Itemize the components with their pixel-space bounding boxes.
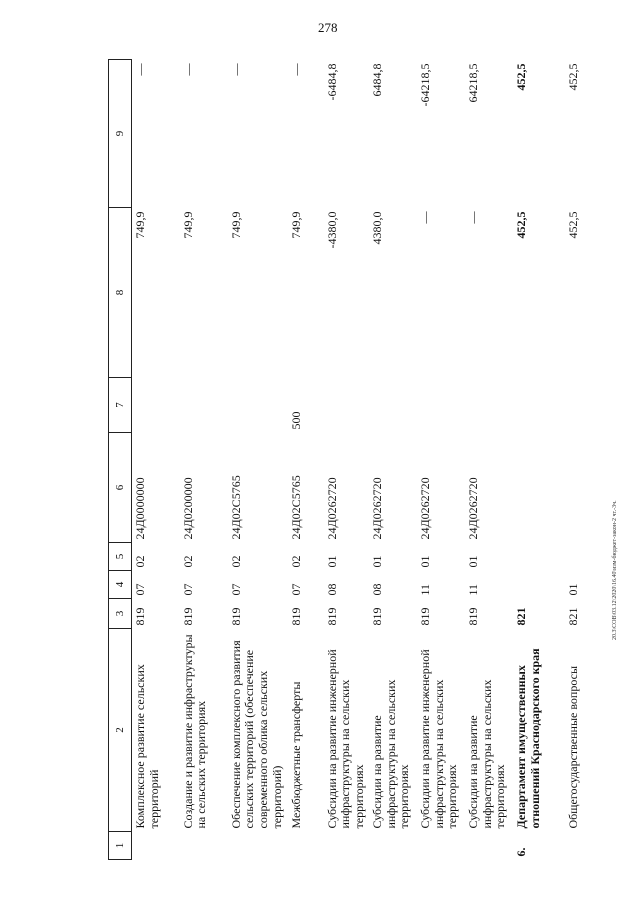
table-row [565, 60, 605, 860]
code-target: 24Д0262720 [369, 477, 384, 540]
code-expense-type [228, 378, 288, 433]
col-header-5: 5 [109, 543, 132, 571]
rotated-table-container [108, 60, 608, 860]
col-header-9: 9 [109, 60, 132, 208]
table-row [417, 60, 465, 860]
code-admin: 819 [369, 607, 384, 626]
row-name: Комплексное развитие сельских территорий [133, 664, 161, 829]
amount-plan: -64218,5 [417, 63, 432, 107]
code-subsection: 01 [417, 555, 432, 568]
code-section: 11 [417, 583, 432, 596]
code-target: 24Д02С5765 [288, 475, 303, 540]
side-note: 20.3\СОВ\03.12\2020\16.40\изм-бюджет-закон-2 чт.-3ч. [612, 500, 618, 640]
amount-change: 749,9 [288, 211, 303, 239]
table-row [369, 60, 417, 860]
amount-change: -4380,0 [324, 211, 339, 249]
row-number [180, 832, 228, 860]
code-subsection: 02 [288, 555, 303, 568]
code-expense-type [369, 378, 417, 433]
amount-plan: — [228, 63, 243, 76]
row-number [465, 832, 513, 860]
row-name: Межбюджетные трансферты [288, 681, 303, 829]
amount-change: 749,9 [133, 211, 147, 239]
row-number [288, 832, 324, 860]
row-name: Создание и развитие инфраструктуры на сельских территориях [180, 634, 209, 829]
code-target: 24Д0262720 [417, 477, 432, 540]
code-admin: 819 [417, 607, 432, 626]
code-admin: 819 [228, 607, 243, 626]
code-expense-type [417, 378, 465, 433]
code-section: 07 [133, 583, 147, 596]
code-subsection: 02 [133, 555, 147, 568]
code-target [513, 433, 565, 543]
table-body [132, 60, 605, 860]
code-subsection: 01 [465, 555, 480, 568]
table-row [324, 60, 369, 860]
amount-change: — [465, 211, 480, 224]
amount-plan: — [288, 63, 303, 76]
code-subsection: 02 [180, 555, 195, 568]
code-target [565, 433, 605, 543]
code-section: 11 [465, 583, 480, 596]
code-expense-type [324, 378, 369, 433]
amount-plan: 452,5 [565, 63, 580, 91]
table-row [288, 60, 324, 860]
row-name: Субсидии на развитие инфраструктуры на сельских территориях [465, 679, 508, 829]
row-name: Субсидии на развитие инженерной инфраструктуры на сельских территориях [417, 649, 460, 829]
col-header-2: 2 [109, 629, 132, 832]
row-number [228, 832, 288, 860]
code-section [513, 571, 565, 599]
col-header-8: 8 [109, 208, 132, 378]
col-header-1: 1 [109, 832, 132, 860]
code-target: 24Д0200000 [180, 477, 195, 540]
code-admin: 819 [324, 607, 339, 626]
row-number [369, 832, 417, 860]
code-subsection [565, 543, 605, 571]
amount-plan: 6484,8 [369, 63, 384, 97]
code-target: 24Д0000000 [133, 477, 147, 540]
code-expense-type [513, 378, 565, 433]
code-admin: 821 [513, 607, 528, 626]
col-header-6: 6 [109, 433, 132, 543]
amount-plan: 452,5 [513, 63, 528, 91]
amount-plan: — [133, 63, 147, 76]
code-admin: 819 [465, 607, 480, 626]
code-target: 24Д0262720 [465, 477, 480, 540]
page-number: 278 [318, 20, 338, 35]
row-number [324, 832, 369, 860]
amount-change: — [417, 211, 432, 224]
col-header-3: 3 [109, 599, 132, 629]
table-row [180, 60, 228, 860]
table-row [465, 60, 513, 860]
code-section: 07 [288, 583, 303, 596]
budget-table [108, 59, 605, 860]
col-header-4: 4 [109, 571, 132, 599]
table-row [132, 60, 180, 860]
col-header-7: 7 [109, 378, 132, 433]
code-section: 08 [324, 583, 339, 596]
row-name: Субсидии на развитие инфраструктуры на сельских территориях [369, 679, 412, 829]
row-number: 6. [513, 847, 528, 857]
amount-change: 452,5 [565, 211, 580, 239]
table-row [513, 60, 565, 860]
code-section: 01 [565, 583, 580, 596]
row-number [132, 832, 180, 860]
code-target: 24Д02С5765 [228, 475, 243, 540]
code-admin: 819 [288, 607, 303, 626]
header-row [109, 60, 132, 860]
code-admin: 819 [133, 607, 147, 626]
code-admin: 821 [565, 607, 580, 626]
code-target: 24Д0262720 [324, 477, 339, 540]
row-number [417, 832, 465, 860]
code-section: 07 [180, 583, 195, 596]
amount-plan: — [180, 63, 195, 76]
amount-change: 749,9 [180, 211, 195, 239]
amount-plan: -6484,8 [324, 63, 339, 101]
amount-change: 452,5 [513, 211, 528, 239]
code-expense-type [465, 378, 513, 433]
amount-change: 4380,0 [369, 211, 384, 245]
amount-change: 749,9 [228, 211, 243, 239]
row-name: Общегосударственные вопросы [565, 665, 580, 829]
row-name: Департамент имущественных отношений Краснодарского края [513, 648, 542, 829]
code-expense-type [565, 378, 605, 433]
row-name: Субсидии на развитие инженерной инфраструктуры на сельских территориях [324, 649, 367, 829]
code-subsection: 01 [369, 555, 384, 568]
row-name: Обеспечение комплексного развития сельских территорий (обеспечение современного облика сельских территорий) [228, 640, 284, 829]
amount-plan: 64218,5 [465, 63, 480, 103]
code-expense-type [132, 378, 180, 433]
row-number [565, 832, 605, 860]
code-admin: 819 [180, 607, 195, 626]
code-subsection: 01 [324, 555, 339, 568]
table-row [228, 60, 288, 860]
code-subsection [513, 543, 565, 571]
code-subsection: 02 [228, 555, 243, 568]
code-expense-type [180, 378, 228, 433]
code-section: 08 [369, 583, 384, 596]
code-expense-type: 500 [288, 411, 303, 430]
code-section: 07 [228, 583, 243, 596]
